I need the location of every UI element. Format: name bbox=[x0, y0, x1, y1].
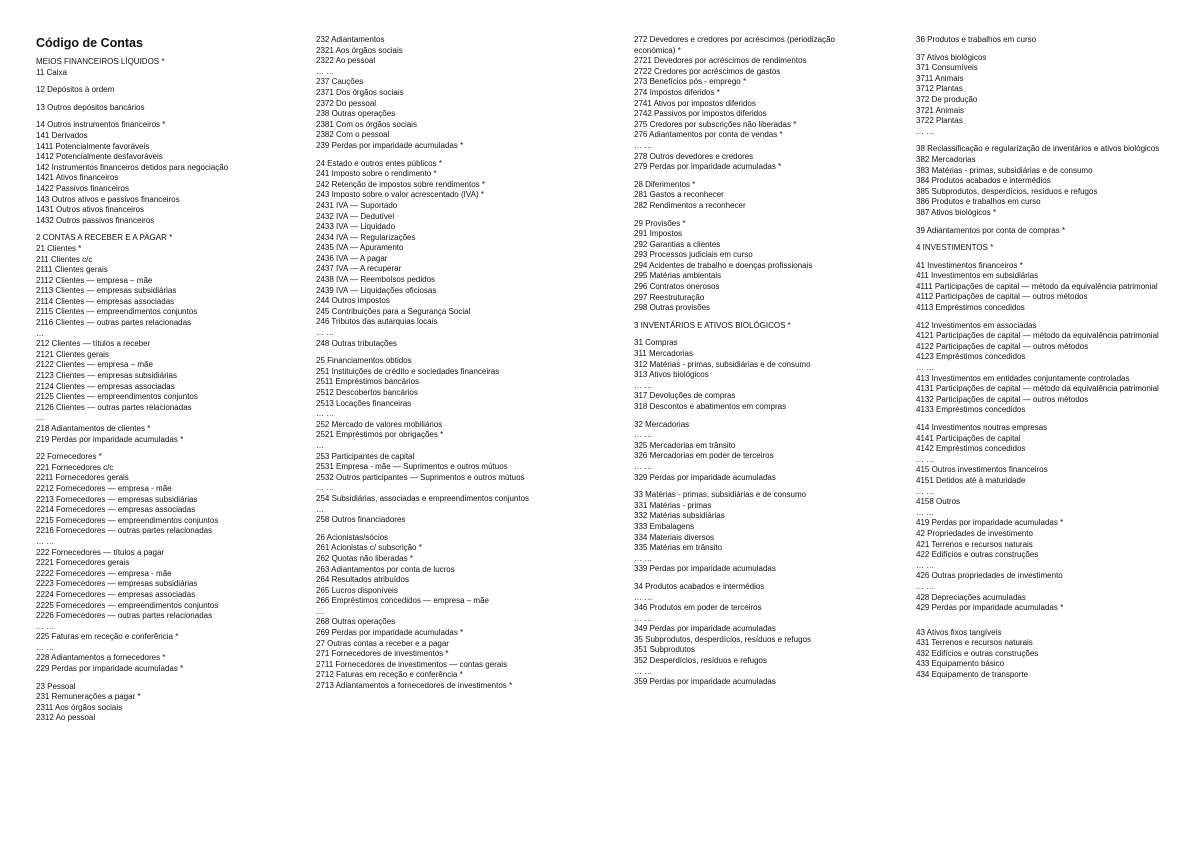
account-line: 244 Outros impostos bbox=[316, 296, 390, 306]
spacer bbox=[36, 113, 336, 120]
account-line: 246 Tributos das autarquias locais bbox=[316, 317, 438, 327]
account-line: … … bbox=[916, 581, 935, 591]
account-line: 251 Instituições de crédito e sociedades financeiras bbox=[316, 366, 500, 376]
account-line: 2431 IVA — Suportado bbox=[316, 200, 398, 210]
account-line: 2521 Empréstimos por obrigações * bbox=[316, 430, 444, 440]
account-line: 143 Outros ativos e passivos financeiros bbox=[36, 194, 180, 204]
account-line: 2112 Clientes — empresa – mãe bbox=[36, 275, 153, 285]
account-line: 2221 Fornecedores gerais bbox=[36, 558, 130, 568]
account-line: 41 Investimentos financeiros * bbox=[916, 260, 1023, 270]
account-line: 1432 Outros passivos financeiros bbox=[36, 215, 155, 225]
account-line: … … bbox=[634, 430, 653, 440]
account-line: 32 Mercadorias bbox=[634, 419, 690, 429]
account-line: 2721 Devedores por acréscimos de rendimentos bbox=[634, 56, 807, 66]
account-line: 2371 Dos órgãos sociais bbox=[316, 87, 404, 97]
account-line: 372 De produção bbox=[916, 94, 978, 104]
spacer bbox=[916, 137, 1176, 144]
account-line: 3721 Animais bbox=[916, 105, 965, 115]
spacer bbox=[916, 254, 1176, 261]
account-line: 415 Outros investimentos financeiros bbox=[916, 465, 1048, 475]
account-line: 27 Outras contas a receber e a pagar bbox=[316, 638, 449, 648]
account-line: 2432 IVA — Dedutível bbox=[316, 211, 395, 221]
account-line: 237 Cauções bbox=[316, 77, 364, 87]
account-line: 385 Subprodutos, desperdícios, resíduos e refugos bbox=[916, 186, 1098, 196]
account-line: … … bbox=[916, 486, 935, 496]
spacer bbox=[916, 621, 1176, 628]
account-line: 4142 Empréstimos concedidos bbox=[916, 444, 1026, 454]
account-line: 384 Produtos acabados e intermédios bbox=[916, 176, 1051, 186]
account-line: 1412 Potencialmente desfavoráveis bbox=[36, 152, 163, 162]
account-line: 34 Produtos acabados e intermédios bbox=[634, 581, 765, 591]
account-line: 242 Retenção de impostos sobre rendimentos * bbox=[316, 179, 485, 189]
spacer bbox=[916, 219, 1176, 226]
spacer bbox=[316, 349, 616, 356]
account-line: … … bbox=[634, 553, 653, 563]
account-line: 2513 Locações financeiras bbox=[316, 398, 412, 408]
account-line: 272 Devedores e credores por acréscimos (periodização bbox=[634, 35, 835, 44]
account-line: 2511 Empréstimos bancários bbox=[316, 377, 420, 387]
account-line: 42 Propriedades de investimento bbox=[916, 528, 1033, 538]
account-line: 1422 Passivos financeiros bbox=[36, 183, 129, 193]
account-line: … bbox=[316, 504, 324, 514]
account-line: 229 Perdas por imparidade acumuladas * bbox=[36, 664, 184, 674]
account-line: 239 Perdas por imparidade acumuladas * bbox=[316, 140, 464, 150]
account-line: 2713 Adiantamentos a fornecedores de investimentos * bbox=[316, 681, 513, 691]
account-line: … … bbox=[36, 642, 55, 652]
account-line: 11 Caixa bbox=[36, 67, 67, 77]
account-line: 421 Terrenos e recursos naturais bbox=[916, 539, 1033, 549]
account-line: 23 Pessoal bbox=[36, 681, 76, 691]
account-line: 3722 Plantas bbox=[916, 116, 963, 126]
account-line: 275 Credores por subscrições não liberadas * bbox=[634, 119, 797, 129]
account-line: 33 Matérias - primas, subsidiárias e de consumo bbox=[634, 490, 807, 500]
account-line: 276 Adiantamentos por conta de vendas * bbox=[634, 130, 783, 140]
account-line: 37 Ativos biológicos bbox=[916, 52, 987, 62]
account-line: 252 Mercado de valores mobiliários bbox=[316, 419, 443, 429]
account-line: 282 Rendimentos a reconhecer bbox=[634, 200, 746, 210]
account-line: 238 Outras operações bbox=[316, 109, 396, 119]
account-line: 2435 IVA — Apuramento bbox=[316, 243, 404, 253]
account-line: 39 Adiantamentos por conta de compras * bbox=[916, 225, 1065, 235]
account-line: 2741 Ativos por impostos diferidos bbox=[634, 98, 756, 108]
account-line: 334 Materiais diversos bbox=[634, 532, 715, 542]
account-line: 12 Depósitos à ordem bbox=[36, 85, 115, 95]
account-line: 4132 Participações de capital — outros métodos bbox=[916, 394, 1089, 404]
account-line: 219 Perdas por imparidade acumuladas * bbox=[36, 434, 184, 444]
page-title: Código de Contas bbox=[36, 36, 143, 50]
account-line: 3712 Plantas bbox=[916, 84, 963, 94]
account-line: 13 Outros depósitos bancários bbox=[36, 102, 145, 112]
account-line: 419 Perdas por imparidade acumuladas * bbox=[916, 518, 1064, 528]
account-line: 387 Ativos biológicos * bbox=[916, 207, 997, 217]
account-line: 2126 Clientes — outras partes relacionadas bbox=[36, 402, 192, 412]
account-line: 2111 Clientes gerais bbox=[36, 265, 108, 275]
account-line: 14 Outros instrumentos financeiros * bbox=[36, 120, 166, 130]
account-line: 222 Fornecedores — títulos a pagar bbox=[36, 547, 165, 557]
account-line: 429 Perdas por imparidade acumuladas * bbox=[916, 603, 1064, 613]
account-line: 2211 Fornecedores gerais bbox=[36, 473, 129, 483]
spacer bbox=[36, 445, 336, 452]
spacer bbox=[916, 614, 1176, 621]
account-line: 141 Derivados bbox=[36, 130, 88, 140]
account-line: 2122 Clientes — empresa – mãe bbox=[36, 360, 153, 370]
account-line: 2224 Fornecedores — empresas associadas bbox=[36, 589, 196, 599]
account-line: 28 Diferimentos * bbox=[634, 179, 696, 189]
spacer bbox=[36, 96, 336, 103]
account-line: 2116 Clientes — outras partes relacionadas bbox=[36, 318, 192, 328]
account-line: 352 Desperdícios, resíduos e refugos bbox=[634, 656, 767, 666]
account-line: 261 Acionistas c/ subscrição * bbox=[316, 543, 422, 553]
account-line: 2115 Clientes — empreendimentos conjuntos bbox=[36, 307, 198, 317]
account-line: 298 Outras provisões bbox=[634, 303, 711, 313]
account-line: … … bbox=[36, 621, 55, 631]
account-line: 38 Reclassificação e regularização de inventários e ativos biológicos bbox=[916, 144, 1160, 154]
account-line: 2113 Clientes — empresas subsidiárias bbox=[36, 286, 177, 296]
account-line: 254 Subsidiárias, associadas e empreendimentos conjuntos bbox=[316, 493, 530, 503]
account-line: … bbox=[36, 328, 44, 338]
account-line: 4113 Empréstimos concedidos bbox=[916, 303, 1025, 313]
account-line: 318 Descontos e abatimentos em compras bbox=[634, 402, 787, 411]
account-line: 383 Matérias - primas, subsidiárias e de consumo bbox=[916, 165, 1093, 175]
account-line: 2433 IVA — Liquidado bbox=[316, 222, 396, 232]
account-line: 2311 Aos órgãos sociais bbox=[36, 702, 123, 712]
account-line: … … bbox=[916, 126, 935, 136]
account-line: 21 Clientes * bbox=[36, 243, 82, 253]
account-line: 426 Outras propriedades de investimento bbox=[916, 571, 1063, 581]
account-line: 29 Provisões * bbox=[634, 218, 686, 228]
account-line: 265 Lucros disponíveis bbox=[316, 585, 398, 595]
account-line: 2225 Fornecedores — empreendimentos conjuntos bbox=[36, 600, 219, 610]
spacer bbox=[916, 46, 1176, 53]
spacer bbox=[36, 675, 336, 682]
account-line: 2438 IVA — Reembolsos pedidos bbox=[316, 275, 436, 285]
spacer bbox=[634, 483, 904, 490]
account-line: … … bbox=[634, 592, 653, 602]
account-line: … … bbox=[916, 363, 935, 373]
account-line: 273 Benefícios pós - emprego * bbox=[634, 77, 747, 87]
account-line: 313 Ativos biológicos bbox=[634, 370, 709, 380]
spacer bbox=[36, 78, 336, 85]
account-line: 2125 Clientes — empreendimentos conjuntos bbox=[36, 392, 198, 402]
account-line: … bbox=[316, 440, 324, 450]
account-line: 4112 Participações de capital — outros métodos bbox=[916, 292, 1088, 302]
account-line: 279 Perdas por imparidade acumuladas * bbox=[634, 162, 782, 172]
account-line: 2381 Com os órgãos sociais bbox=[316, 119, 417, 129]
account-line: 253 Participantes de capital bbox=[316, 451, 415, 461]
account-line: 36 Produtos e trabalhos em curso bbox=[916, 35, 1037, 44]
account-line: … … bbox=[634, 613, 653, 623]
account-line: 4123 Empréstimos concedidos bbox=[916, 352, 1026, 362]
account-line: 291 Impostos bbox=[634, 229, 683, 239]
account-line: 211 Clientes c/c bbox=[36, 254, 93, 264]
account-line: 2742 Passivos por impostos diferidos bbox=[634, 109, 767, 119]
account-line: 346 Produtos em poder de terceiros bbox=[634, 603, 762, 613]
account-line: 3 INVENTÁRIOS E ATIVOS BIOLÓGICOS * bbox=[634, 320, 791, 330]
account-line: 24 Estado e outros entes públicos * bbox=[316, 158, 442, 168]
spacer bbox=[916, 416, 1176, 423]
account-line: 3711 Animais bbox=[916, 73, 964, 83]
account-line: 4158 Outros bbox=[916, 497, 961, 507]
account-line: 264 Resultados atribuídos bbox=[316, 575, 409, 585]
account-line: 2213 Fornecedores — empresas subsidiárias bbox=[36, 494, 198, 504]
account-line: 2 CONTAS A RECEBER E A PAGAR * bbox=[36, 233, 173, 243]
column-3 bbox=[634, 35, 904, 688]
account-line: 4131 Participações de capital — método da equivalência patrimonial bbox=[916, 384, 1159, 394]
account-line: 331 Matérias - primas bbox=[634, 500, 712, 510]
account-line: 1431 Outros ativos financeiros bbox=[36, 205, 145, 215]
account-line: 371 Consumíveis bbox=[916, 63, 978, 73]
account-line: 1421 Ativos financeiros bbox=[36, 173, 119, 183]
account-line: 325 Mercadorias em trânsito bbox=[634, 440, 736, 450]
account-line: 296 Contratos onerosos bbox=[634, 282, 720, 292]
account-line: 2531 Empresa - mãe — Suprimentos e outros mútuos bbox=[316, 462, 508, 472]
account-line: 4133 Empréstimos concedidos bbox=[916, 405, 1026, 415]
account-line: … … bbox=[634, 380, 653, 390]
account-line: 2222 Fornecedores — empresa - mãe bbox=[36, 568, 172, 578]
account-line: 2434 IVA — Regularizações bbox=[316, 232, 416, 242]
account-line: 332 Matérias subsidiárias bbox=[634, 511, 725, 521]
account-line: 311 Mercadorias bbox=[634, 349, 693, 359]
column-1 bbox=[36, 35, 336, 724]
account-line: 241 Imposto sobre o rendimento * bbox=[316, 169, 437, 179]
account-line: … bbox=[36, 413, 44, 423]
account-line: 2437 IVA — A recuperar bbox=[316, 264, 402, 274]
account-line: 243 Imposto sobre o valor acrescentado (IVA) * bbox=[316, 190, 484, 200]
account-line: … … bbox=[316, 409, 335, 419]
account-line: 414 Investimentos noutras empresas bbox=[916, 423, 1048, 432]
account-line: 248 Outras tributações bbox=[316, 338, 397, 348]
account-line: 2711 Fornecedores de investimentos — contas gerais bbox=[316, 659, 508, 669]
account-line: 221 Fornecedores c/c bbox=[36, 462, 114, 472]
account-line: 2512 Descobertos bancários bbox=[316, 388, 418, 397]
account-line: 434 Equipamento de transporte bbox=[916, 670, 1029, 680]
account-line: 2382 Com o pessoal bbox=[316, 130, 390, 140]
account-line: 2372 Do pessoal bbox=[316, 98, 377, 108]
account-line: 258 Outros financiadores bbox=[316, 515, 406, 525]
account-line: 268 Outras operações bbox=[316, 617, 396, 627]
account-line: 225 Faturas em receção e conferência * bbox=[36, 632, 179, 642]
account-line: 218 Adiantamentos de clientes * bbox=[36, 424, 151, 433]
account-line: 35 Subprodutos, desperdícios, resíduos e refugos bbox=[634, 634, 811, 644]
account-line: 212 Clientes — títulos a receber bbox=[36, 339, 151, 349]
account-line: 278 Outros devedores e credores bbox=[634, 151, 754, 161]
account-line: … … bbox=[916, 560, 935, 570]
spacer bbox=[634, 413, 904, 420]
account-line: 263 Adiantamentos por conta de lucros bbox=[316, 564, 455, 574]
account-line: 293 Processos judiciais em curso bbox=[634, 250, 753, 260]
account-line: 2223 Fornecedores — empresas subsidiárias bbox=[36, 579, 198, 589]
account-line: 232 Adiantamentos bbox=[316, 35, 385, 44]
account-line: 428 Depreciações acumuladas bbox=[916, 592, 1026, 602]
column-4 bbox=[916, 35, 1176, 681]
account-line: 312 Matérias - primas, subsidiárias e de consumo bbox=[634, 359, 811, 369]
account-line: 43 Ativos fixos tangíveis bbox=[916, 627, 1002, 637]
account-line: … … bbox=[36, 536, 55, 546]
account-line: MEIOS FINANCEIROS LÍQUIDOS * bbox=[36, 57, 165, 66]
account-line: 333 Embalagens bbox=[634, 521, 695, 531]
account-line: … … bbox=[634, 461, 653, 471]
account-line: 412 Investimentos em associadas bbox=[916, 320, 1037, 330]
account-line: 297 Reestruturação bbox=[634, 292, 705, 302]
account-line: 382 Mercadorias bbox=[916, 154, 976, 164]
account-line: 433 Equipamento básico bbox=[916, 659, 1005, 669]
account-line: 4121 Participações de capital — método da equivalência patrimonial bbox=[916, 331, 1159, 341]
account-line: 411 Investimentos em subsidiárias bbox=[916, 271, 1039, 281]
account-line: 142 Instrumentos financeiros detidos para negociação bbox=[36, 162, 229, 172]
account-line: 231 Remunerações a pagar * bbox=[36, 692, 141, 702]
account-line: 413 Investimentos em entidades conjuntamente controladas bbox=[916, 373, 1130, 383]
account-line: 2216 Fornecedores — outras partes relacionadas bbox=[36, 526, 213, 536]
column-2 bbox=[316, 35, 616, 692]
account-line: 269 Perdas por imparidade acumuladas * bbox=[316, 628, 464, 638]
account-line: 292 Garantias a clientes bbox=[634, 239, 721, 249]
spacer bbox=[916, 236, 1176, 243]
account-line: … … bbox=[634, 140, 653, 150]
account-line: 2532 Outros participantes — Suprimentos e outros mútuos bbox=[316, 472, 525, 482]
account-line: 4 INVESTIMENTOS * bbox=[916, 243, 994, 253]
account-line: … … bbox=[634, 666, 653, 676]
account-line: … … bbox=[916, 507, 935, 517]
account-line: 2226 Fornecedores — outras partes relacionadas bbox=[36, 611, 213, 621]
account-line: … … bbox=[916, 454, 935, 464]
account-line: 339 Perdas por imparidade acumuladas bbox=[634, 564, 776, 574]
account-line: 2114 Clientes — empresas associadas bbox=[36, 296, 175, 306]
account-line: 432 Edifícios e outras construções bbox=[916, 648, 1039, 658]
account-line: … … bbox=[316, 483, 335, 493]
account-line: 329 Perdas por imparidade acumuladas bbox=[634, 472, 776, 482]
account-line: … … bbox=[316, 328, 335, 338]
account-line: 4141 Participações de capital bbox=[916, 433, 1021, 443]
account-line: 2436 IVA — A pagar bbox=[316, 253, 388, 263]
account-line: 2439 IVA — Liquidações oficiosas bbox=[316, 285, 437, 295]
account-line: 2121 Clientes gerais bbox=[36, 349, 109, 359]
account-line: 431 Terrenos e recursos naturais bbox=[916, 638, 1033, 648]
account-line: 271 Fornecedores de investimentos * bbox=[316, 649, 449, 659]
account-line: 266 Empréstimos concedidos — empresa – mãe bbox=[316, 596, 489, 606]
account-line: 2212 Fornecedores — empresa - mãe bbox=[36, 483, 172, 493]
account-line: 422 Edifícios e outras construções bbox=[916, 550, 1039, 560]
account-line: 22 Fornecedores * bbox=[36, 452, 102, 462]
account-line: 281 Gastos a reconhecer bbox=[634, 190, 724, 200]
account-line: 228 Adiantamentos a fornecedores * bbox=[36, 653, 166, 663]
spacer bbox=[316, 526, 616, 533]
account-line: 2124 Clientes — empresas associadas bbox=[36, 381, 175, 391]
account-line: 4111 Participações de capital — método da equivalência patrimonial bbox=[916, 281, 1158, 291]
account-line: 2322 Ao pessoal bbox=[316, 56, 376, 66]
account-line: 2321 Aos órgãos sociais bbox=[316, 45, 403, 55]
account-line: 2214 Fornecedores — empresas associadas bbox=[36, 505, 196, 515]
spacer bbox=[36, 226, 336, 233]
account-line: 25 Financiamentos obtidos bbox=[316, 356, 412, 366]
account-line: 274 Impostos diferidos * bbox=[634, 87, 720, 97]
account-line: 335 Matérias em trânsito bbox=[634, 543, 723, 553]
account-line: 26 Acionistas/sócios bbox=[316, 532, 389, 542]
account-line: 262 Quotas não liberadas * bbox=[316, 553, 413, 563]
account-line: 2312 Ao pessoal bbox=[36, 713, 96, 723]
account-line: 2123 Clientes — empresas subsidiárias bbox=[36, 371, 177, 381]
account-line: 31 Compras bbox=[634, 338, 678, 348]
account-line: 4151 Detidos até à maturidade bbox=[916, 475, 1026, 485]
account-line: económica) * bbox=[634, 45, 681, 55]
spacer bbox=[916, 314, 1176, 321]
account-line: 1411 Potencialmente favoráveis bbox=[36, 141, 150, 151]
account-line: 4122 Participações de capital — outros métodos bbox=[916, 341, 1089, 351]
spacer bbox=[634, 314, 904, 321]
account-line: 326 Mercadorias em poder de terceiros bbox=[634, 451, 774, 461]
account-line: … … bbox=[316, 66, 335, 76]
spacer bbox=[634, 331, 904, 338]
spacer bbox=[316, 152, 616, 159]
account-line: 386 Produtos e trabalhos em curso bbox=[916, 197, 1041, 207]
account-line: 349 Perdas por imparidade acumuladas bbox=[634, 624, 776, 634]
spacer bbox=[634, 212, 904, 219]
account-line: 2722 Credores por acréscimos de gastos bbox=[634, 66, 781, 76]
spacer bbox=[634, 575, 904, 582]
account-line: 351 Subprodutos bbox=[634, 645, 695, 655]
account-line: 2712 Faturas em receção e conferência * bbox=[316, 670, 463, 680]
account-line: 245 Contribuições para a Segurança Social bbox=[316, 306, 471, 316]
account-line: 295 Matérias ambientais bbox=[634, 271, 722, 281]
account-line: 294 Acidentes de trabalho e doenças profissionais bbox=[634, 260, 813, 270]
account-line: 359 Perdas por imparidade acumuladas bbox=[634, 677, 776, 687]
account-line: … bbox=[316, 606, 324, 616]
account-line: 317 Devoluções de compras bbox=[634, 391, 736, 401]
account-line: 2215 Fornecedores — empreendimentos conjuntos bbox=[36, 515, 219, 525]
spacer bbox=[634, 173, 904, 180]
